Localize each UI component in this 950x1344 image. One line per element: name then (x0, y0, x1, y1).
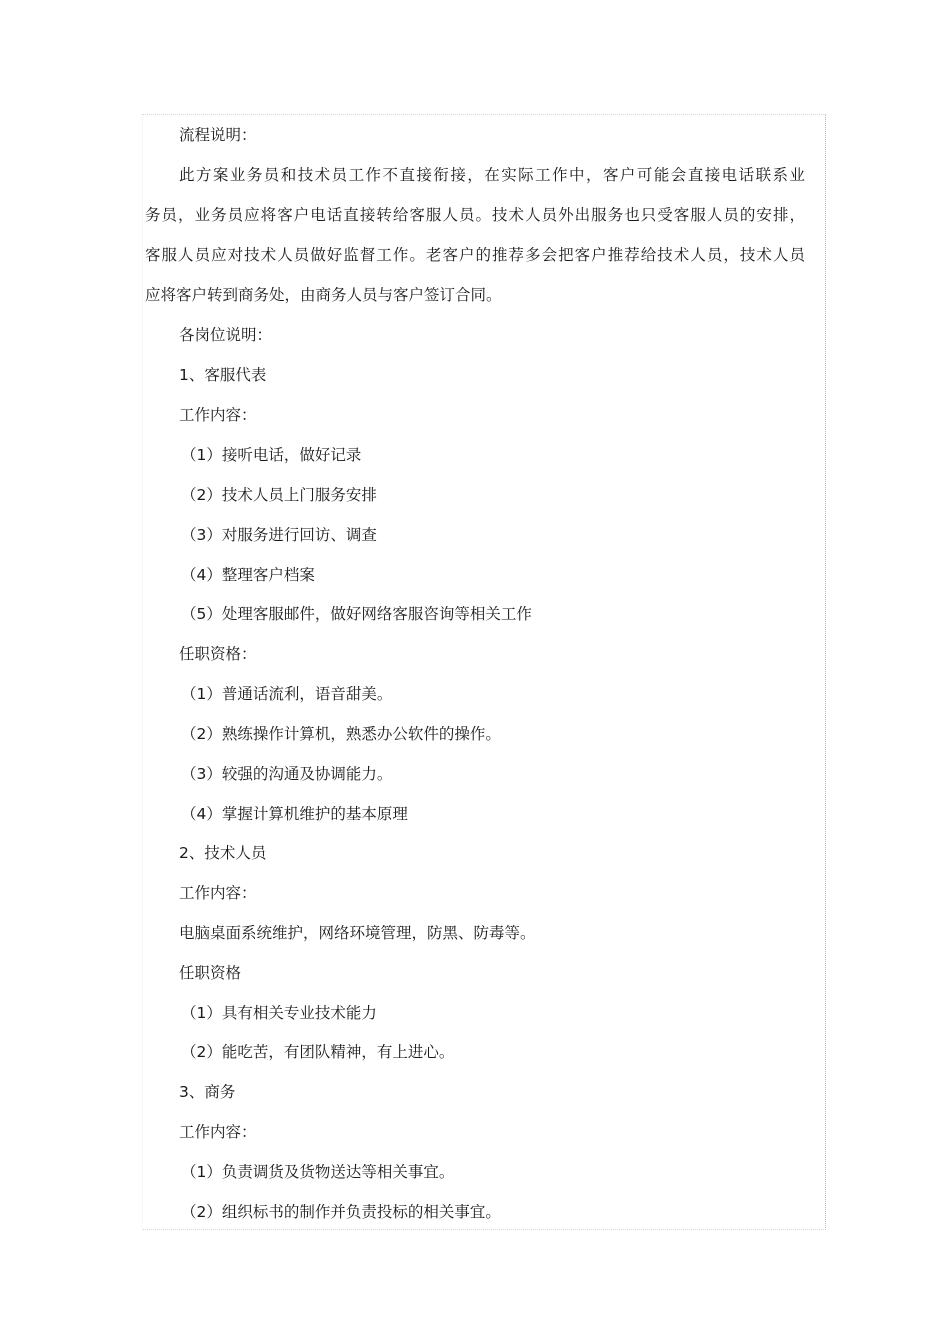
section1-work-item-4: （4）整理客户档案 (181, 566, 315, 584)
section1-qual-heading: 任职资格： (179, 645, 257, 663)
section3-work-item-1: （1）负责调货及货物送达等相关事宜。 (181, 1163, 455, 1181)
section3-title: 3、商务 (179, 1083, 236, 1101)
section2-qual-heading: 任职资格 (179, 964, 242, 982)
section1-qual-item-2: （2）熟练操作计算机，熟悉办公软件的操作。 (181, 725, 501, 743)
process-paragraph-line-2: 务员，业务员应将客户电话直接转给客服人员。技术人员外出服务也只受客服人员的安排， (145, 206, 805, 224)
section2-work-heading: 工作内容： (179, 884, 257, 902)
process-paragraph-line-4: 应将客户转到商务处，由商务人员与客户签订合同。 (145, 286, 502, 304)
process-paragraph-line-3: 客服人员应对技术人员做好监督工作。老客户的推荐多会把客户推荐给技术人员，技术人员 (145, 246, 805, 264)
section1-work-item-5: （5）处理客服邮件，做好网络客服咨询等相关工作 (181, 605, 532, 623)
section1-qual-item-1: （1）普通话流利，语音甜美。 (181, 685, 393, 703)
process-paragraph-line-1: 此方案业务员和技术员工作不直接衔接，在实际工作中，客户可能会直接电话联系业 (179, 166, 805, 184)
section2-title: 2、技术人员 (179, 844, 267, 862)
section2-qual-item-1: （1）具有相关专业技术能力 (181, 1004, 377, 1022)
section3-work-item-2: （2）组织标书的制作并负责投标的相关事宜。 (181, 1203, 501, 1221)
section2-qual-item-2: （2）能吃苦，有团队精神，有上进心。 (181, 1043, 455, 1061)
section1-work-item-1: （1）接听电话，做好记录 (181, 446, 362, 464)
section1-qual-item-4: （4）掌握计算机维护的基本原理 (181, 805, 408, 823)
section3-work-heading: 工作内容： (179, 1123, 257, 1141)
section1-work-heading: 工作内容： (179, 406, 257, 424)
page-frame (142, 114, 826, 1230)
section1-work-item-3: （3）对服务进行回访、调查 (181, 526, 377, 544)
section1-title: 1、客服代表 (179, 366, 267, 384)
section2-work-text: 电脑桌面系统维护，网络环境管理，防黑、防毒等。 (179, 924, 536, 942)
section1-qual-item-3: （3）较强的沟通及协调能力。 (181, 765, 393, 783)
section1-work-item-2: （2）技术人员上门服务安排 (181, 486, 377, 504)
positions-heading: 各岗位说明： (179, 326, 273, 344)
process-heading: 流程说明： (179, 126, 257, 144)
